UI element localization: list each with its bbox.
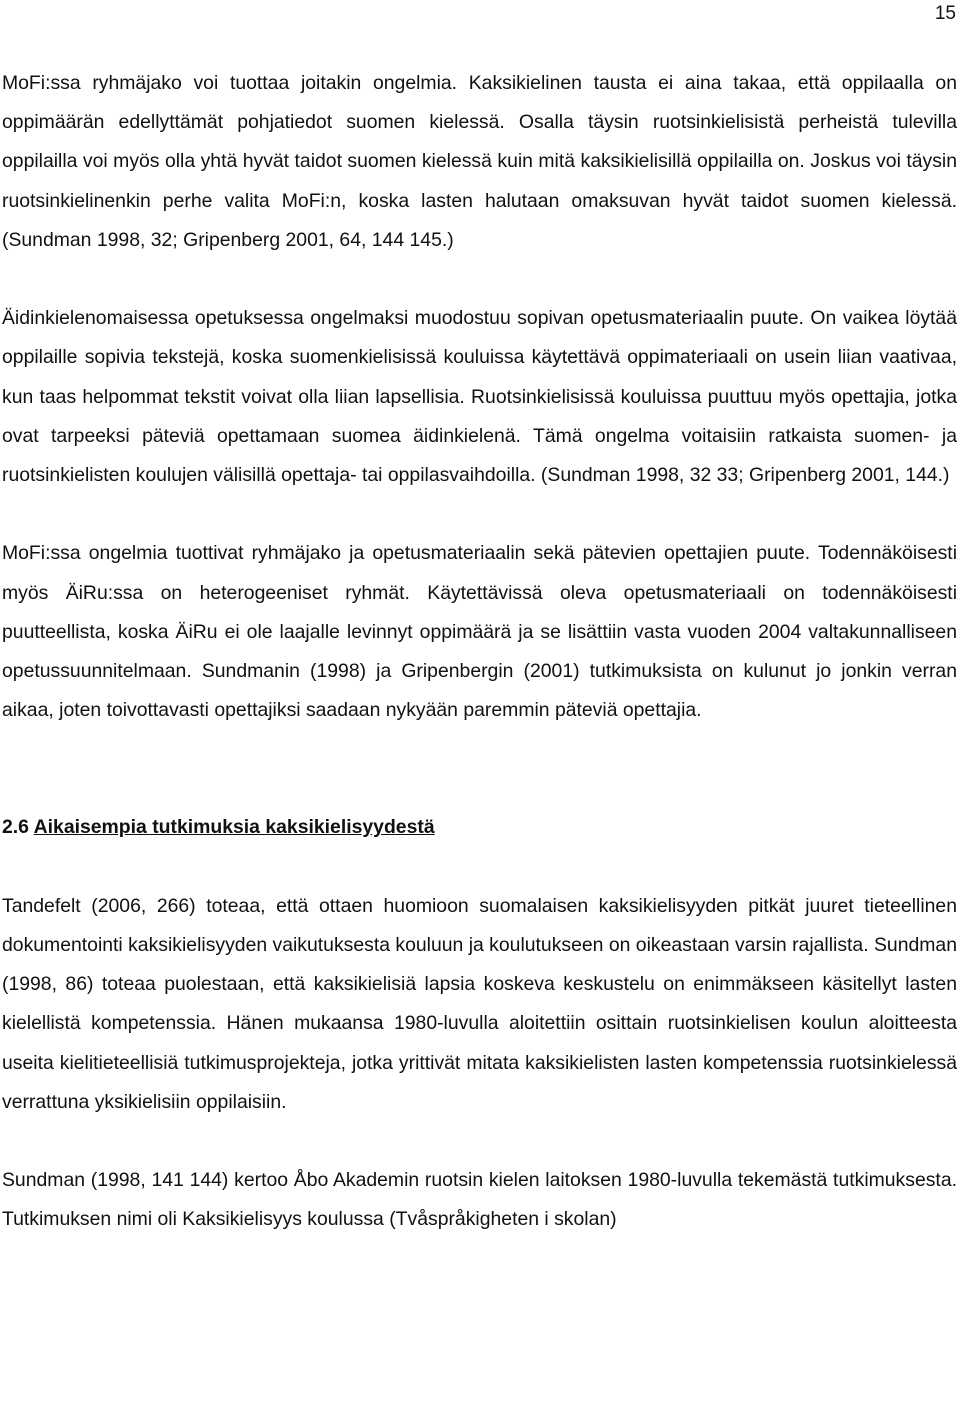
- section-number: 2.6: [2, 816, 29, 839]
- page-number: 15: [934, 3, 956, 24]
- section-title: Aikaisempia tutkimuksia kaksikielisyydestä: [33, 816, 435, 839]
- paragraph-mofi-group-division: MoFi:ssa ryhmäjako voi tuottaa joitakin ongelmia. Kaksikielinen tausta ei aina takaa, että oppilaalla on oppimäärän edellyttämät pohjatiedot suomen kielessä. Osalla täysin ruotsinkielisistä perheistä tulevilla oppilailla voi myös olla yhtä hyvät taidot suomen kielessä kuin mitä kaksikielisillä oppilailla on. Joskus voi täysin ruotsinkielinenkin perhe valita MoFi:n, koska lasten halutaan omaksuvan hyvät taidot suomen kielessä. (Sundman 1998, 32; Gripenberg 2001, 64, 144 145.): [2, 72, 957, 251]
- paragraph-mofi-problems-summary: MoFi:ssa ongelmia tuottivat ryhmäjako ja opetusmateriaalin sekä pätevien opettajien puute. Todennäköisesti myös ÄiRu:ssa on heterogeeniset ryhmät. Käytettävissä oleva opetusmateriaali on todennäköisesti puutteellista, koska ÄiRu ei ole laajalle levinnyt oppimäärä ja se lisättiin vasta vuoden 2004 valtakunnalliseen opetussuunnitelmaan. Sundmanin (1998) ja Gripenbergin (2001) tutkimuksista on kulunut jo jonkin verran aikaa, joten toivottavasti opettajiksi saadaan nykyään paremmin päteviä opettajia.: [2, 542, 957, 722]
- paragraph-teaching-material: Äidinkielenomaisessa opetuksessa ongelmaksi muodostuu sopivan opetusmateriaalin puute. On vaikea löytää oppilaille sopivia tekstejä, koska suomenkielisissä kouluissa käytettävä oppimateriaali on usein liian vaativaa, kun taas helpommat tekstit voivat olla liian lapsellisia. Ruotsinkielisissä kouluissa puuttuu myös opettajia, jotka ovat tarpeeksi päteviä opettamaan suomea äidinkielenä. Tämä ongelma voitaisiin ratkaista suomen- ja ruotsinkielisten koulujen välisillä opettaja- tai oppilasvaihdoilla. (Sundman 1998, 32 33; Gripenberg 2001, 144.): [2, 307, 957, 487]
- paragraph-sundman-abo-akademi: Sundman (1998, 141 144) kertoo Åbo Akademin ruotsin kielen laitoksen 1980-luvulla tekemästä tutkimuksesta. Tutkimuksen nimi oli Kaksikielisyys koulussa (Tvåspråkigheten i skolan): [2, 1169, 957, 1231]
- paragraph-tandefelt: Tandefelt (2006, 266) toteaa, että ottaen huomioon suomalaisen kaksikielisyyden pitkät juuret tieteellinen dokumentointi kaksikielisyyden vaikutuksesta kouluun ja koulutukseen on oikeastaan varsin rajallista. Sundman (1998, 86) toteaa puolestaan, että kaksikielisiä lapsia koskeva keskustelu on enimmäkseen käsitellyt lasten kielellistä kompetenssia. Hänen mukaansa 1980-luvulla aloitettiin osittain ruotsinkielisen koulun aloitteesta useita kielitieteellisiä tutkimusprojekteja, jotka yrittivät mitata kaksikielisten lasten kompetenssia ruotsinkielessä verrattuna yksikielisiin oppilaisiin.: [2, 894, 957, 1113]
- section-heading: [2, 808, 957, 847]
- document-body: [2, 64, 957, 1240]
